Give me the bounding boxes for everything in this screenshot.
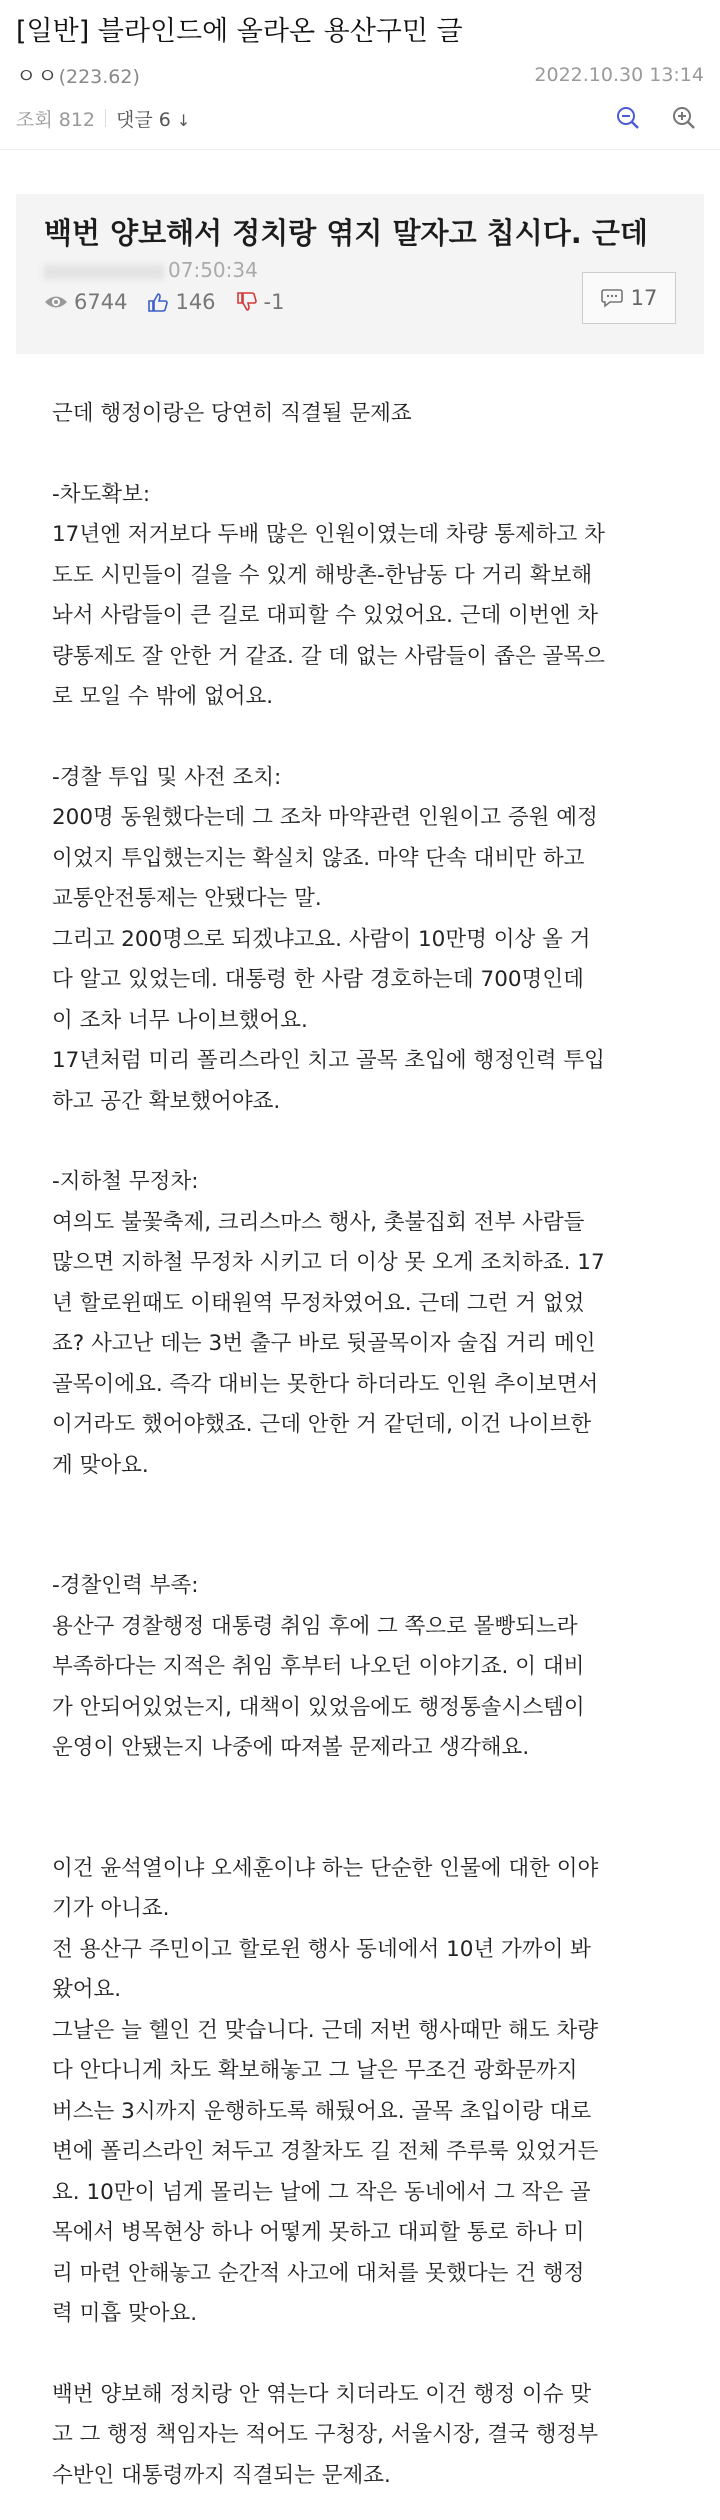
text-line: 왔어요. <box>52 1977 122 2002</box>
zoom-in-button[interactable] <box>670 104 698 132</box>
speech-bubble-icon <box>601 288 623 308</box>
thumbs-down-icon <box>236 291 258 313</box>
embedded-view-count: 6744 <box>74 290 128 314</box>
blurred-text <box>44 265 164 279</box>
text-line: 년 할로윈때도 이태원역 무정차였어요. 근데 그런 거 없었 <box>52 1290 585 1316</box>
text-line: 이건 윤석열이냐 오세훈이냐 하는 단순한 인물에 대한 이야 <box>52 1855 599 1881</box>
stats-row <box>16 104 704 132</box>
text-line: 근데 행정이랑은 당연히 직결될 문제죠 <box>52 401 412 426</box>
text-line: 죠? 사고난 데는 3번 출구 바로 뒷골목이자 술집 거리 메인 <box>52 1331 596 1356</box>
paragraph-police <box>52 758 678 1123</box>
text-line: 교통안전통제는 안됐다는 말. <box>52 886 322 911</box>
text-line: 다 알고 있었는데. 대통령 한 사람 경호하는데 700명인데 <box>52 967 584 992</box>
zoom-in-icon <box>671 105 697 131</box>
text-line: 전 용산구 주민이고 할로윈 행사 동네에서 10년 가까이 봐 <box>52 1936 591 1962</box>
text-line: 수반인 대통령까지 직결되는 문제죠. <box>52 2462 391 2488</box>
post-header <box>0 0 720 150</box>
embedded-comment-count: 17 <box>630 286 658 310</box>
section-heading: -지하철 무정차: <box>52 1169 199 1194</box>
text-line: 고 그 행정 책임자는 적어도 구청장, 서울시장, 결국 행정부 <box>52 2422 599 2447</box>
embedded-dislikes[interactable] <box>236 290 285 314</box>
text-line: 백번 양보해 정치랑 안 엮는다 치더라도 이건 행정 이슈 맞 <box>52 2381 592 2407</box>
text-line: 용산구 경찰행정 대통령 취임 후에 그 쪽으로 몰빵되느라 <box>52 1613 578 1639</box>
text-line: 다 안다니게 차도 확보해놓고 그 날은 무조건 광화문까지 <box>52 2058 578 2083</box>
text-line: 놔서 사람들이 큰 길로 대피할 수 있었어요. 근데 이번엔 차 <box>52 603 599 628</box>
text-line: 량통제도 잘 안한 거 같죠. 갈 데 없는 사람들이 좁은 골목으 <box>52 643 605 669</box>
text-line: 17년처럼 미리 폴리스라인 치고 골목 초입에 행정인력 투입 <box>52 1048 605 1073</box>
comment-count: 댓글 6 <box>116 108 171 131</box>
author-name[interactable]: ㅇㅇ <box>16 64 59 88</box>
embedded-likes[interactable] <box>147 290 215 314</box>
section-heading: -차도확보: <box>52 481 151 507</box>
embedded-post-title: 백번 양보해서 정치랑 엮지 말자고 칩시다. 근데 <box>44 216 648 250</box>
text-line: 력 미흡 맞아요. <box>52 2301 198 2326</box>
zoom-out-icon <box>615 105 641 131</box>
zoom-out-button[interactable] <box>614 104 642 132</box>
toolbar <box>614 104 698 132</box>
text-line: 이었지 투입했는지는 확실치 않죠. 마약 단속 대비만 하고 <box>52 845 585 871</box>
down-arrow-icon: ↓ <box>176 110 191 130</box>
embedded-dislike-count: -1 <box>263 290 285 314</box>
text-line: 로 모일 수 밖에 없어요. <box>52 684 274 709</box>
text-line: 리 마련 안해놓고 순간적 사고에 대처를 못했다는 건 행정 <box>52 2260 585 2286</box>
text-line: 하고 공간 확보했어야죠. <box>52 1088 281 1114</box>
post-body <box>0 354 720 2496</box>
text-line: 많으면 지하철 무정차 시키고 더 이상 못 오게 조치하죠. 17 <box>52 1250 605 1275</box>
section-heading: -경찰인력 부족: <box>52 1573 199 1598</box>
text-line: 요. 10만이 넘게 몰리는 날에 그 작은 동네에서 그 작은 골 <box>52 2179 591 2205</box>
text-line: 그날은 늘 헬인 건 맞습니다. 근데 저번 행사때만 해도 차량 <box>52 2017 599 2043</box>
post-date: 2022.10.30 13:14 <box>534 64 704 86</box>
comment-link[interactable] <box>116 105 190 132</box>
text-line: 가 안되어있었는지, 대책이 있었음에도 행정통솔시스템이 <box>52 1694 585 1720</box>
paragraph-intro <box>52 394 678 435</box>
text-line: 목에서 병목현상 하나 어떻게 못하고 대피할 통로 하나 미 <box>52 2220 585 2245</box>
text-line: 여의도 불꽃축제, 크리스마스 행사, 촛불집회 전부 사람들 <box>52 1209 585 1235</box>
embedded-post-time-value: 07:50:34 <box>168 258 258 282</box>
post-title: [일반] 블라인드에 올라온 용산구민 글 <box>16 16 463 47</box>
text-line: 그리고 200명으로 되겠냐고요. 사람이 10만명 이상 올 거 <box>52 926 591 952</box>
text-line: 골목이에요. 즉각 대비는 못한다 하더라도 인원 추이보면서 <box>52 1371 599 1397</box>
embedded-like-count: 146 <box>175 290 216 314</box>
text-line: 게 맞아요. <box>52 1452 149 1478</box>
text-line: 200명 동원했다는데 그 조차 마약관련 인원이고 증원 예정 <box>52 805 598 830</box>
text-line: 기가 아니죠. <box>52 1896 170 1921</box>
thumbs-up-icon <box>147 291 169 313</box>
embedded-views <box>44 290 127 314</box>
paragraph-road-space <box>52 475 678 718</box>
paragraph-conclusion <box>52 2375 678 2497</box>
text-line: 17년엔 저거보다 두배 많은 인원이였는데 차량 통제하고 차 <box>52 522 605 547</box>
divider <box>105 109 106 127</box>
text-line: 부족하다는 지적은 취임 후부터 나오던 이야기죠. 이 대비 <box>52 1654 585 1679</box>
text-line: 이거라도 했어야했죠. 근데 안한 거 같던데, 이건 나이브한 <box>52 1412 592 1437</box>
author[interactable] <box>16 60 140 90</box>
meta-row <box>16 60 704 90</box>
embedded-post-card[interactable] <box>16 194 704 354</box>
section-heading: -경찰 투입 및 사전 조치: <box>52 764 282 790</box>
text-line: 이 조차 너무 나이브했어요. <box>52 1007 308 1033</box>
author-ip: (223.62) <box>58 66 140 88</box>
paragraph-subway <box>52 1162 678 1486</box>
post-stats <box>16 105 190 132</box>
paragraph-resident <box>52 1849 678 2335</box>
text-line: 도도 시민들이 걸을 수 있게 해방촌-한남동 다 거리 확보해 <box>52 562 593 588</box>
view-count: 조회 812 <box>16 108 96 131</box>
text-line: 변에 폴리스라인 쳐두고 경찰차도 길 전체 주루룩 있었거든 <box>52 2139 599 2164</box>
eye-icon <box>44 293 68 311</box>
embedded-comment-button[interactable] <box>582 272 676 324</box>
text-line: 버스는 3시까지 운행하도록 해뒀어요. 골목 초입이랑 대로 <box>52 2098 592 2124</box>
text-line: 운영이 안됐는지 나중에 따져볼 문제라고 생각해요. <box>52 1735 530 1760</box>
paragraph-manpower <box>52 1566 678 1769</box>
